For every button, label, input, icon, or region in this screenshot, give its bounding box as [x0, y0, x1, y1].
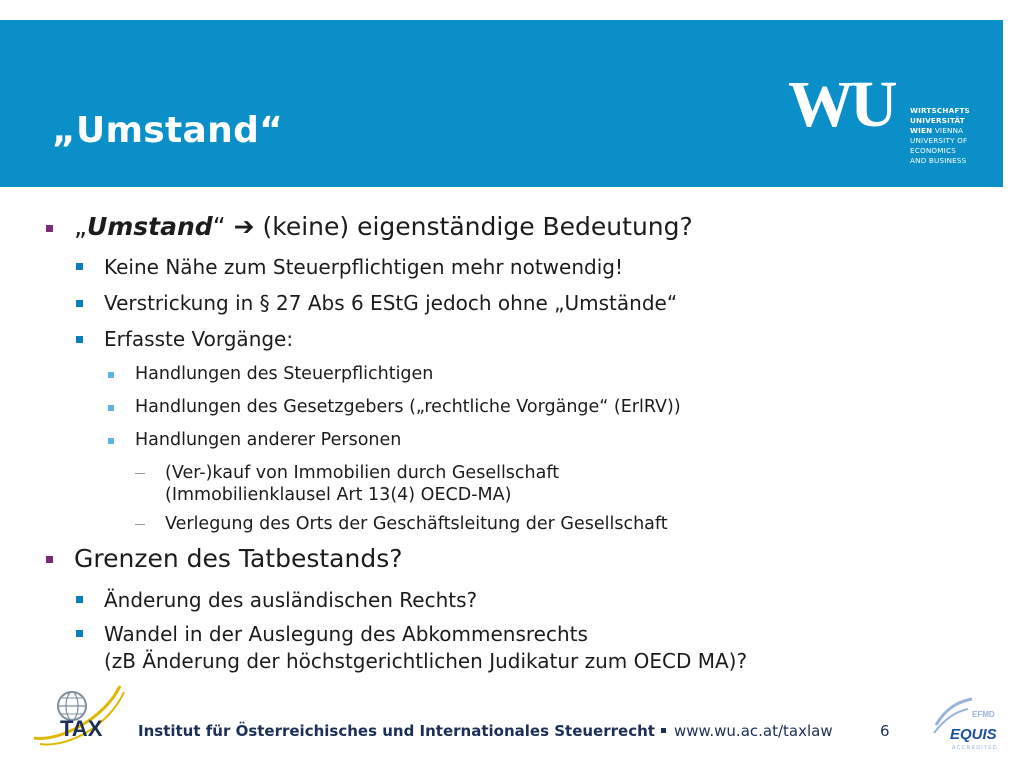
- wu-logo-line-3: WIEN VIENNA: [910, 126, 964, 135]
- page-number: 6: [880, 722, 890, 740]
- bullet-square-icon: [46, 556, 53, 563]
- slide-title: „Umstand“: [52, 110, 284, 151]
- wu-logo-line-6: AND BUSINESS: [910, 156, 967, 165]
- bullet-wandel-auslegung: Wandel in der Auslegung des Abkommensrechts (zB Änderung der höchstgerichtlichen Judikatur zum OECD MA)?: [104, 622, 748, 673]
- wu-logo-line-1: WIRTSCHAFTS: [910, 106, 970, 115]
- arrow-icon: ➔: [233, 212, 255, 241]
- bullet-square-icon: [76, 263, 83, 270]
- bullet-square-icon: [76, 630, 83, 637]
- bullet-verlegung-ort: Verlegung des Orts der Geschäftsleitung der Gesellschaft: [165, 514, 668, 534]
- bullet-naehe: Keine Nähe zum Steuerpflichtigen mehr notwendig!: [104, 255, 623, 279]
- bullet-square-icon: [46, 225, 53, 232]
- footer-line: [138, 722, 833, 740]
- bullet-grenzen: Grenzen des Tatbestands?: [74, 544, 403, 573]
- wu-logo-line-5: ECONOMICS: [910, 146, 956, 155]
- efmd-text: EFMD: [972, 710, 995, 719]
- wu-wordmark: WU: [788, 70, 894, 134]
- bullet-handlungen-andere: Handlungen anderer Personen: [135, 430, 402, 450]
- dash-icon: [135, 473, 145, 474]
- bullet-square-icon: [108, 405, 114, 411]
- bullet-handlungen-steuerpflichtige: Handlungen des Steuerpflichtigen: [135, 364, 434, 384]
- equis-accreditation-logo: [928, 695, 1008, 755]
- bullet-square-icon: [108, 372, 114, 378]
- bullet-square-icon: [108, 438, 114, 444]
- footer-institute: Institut für Österreichisches und Internationales Steuerrecht: [138, 722, 655, 740]
- bullet-square-icon: [76, 596, 83, 603]
- bullet-erfasste-vorgaenge: Erfasste Vorgänge:: [104, 327, 294, 351]
- bullet-handlungen-gesetzgeber: Handlungen des Gesetzgebers („rechtliche Vorgänge“ (ErlRV)): [135, 397, 681, 417]
- bullet-aenderung-recht: Änderung des ausländischen Rechts?: [104, 588, 478, 612]
- wu-logo-line-2: UNIVERSITÄT: [910, 116, 965, 125]
- dash-icon: [135, 524, 145, 525]
- wu-logo-line-4: UNIVERSITY OF: [910, 136, 968, 145]
- equis-text: EQUIS: [950, 726, 997, 743]
- tax-institute-logo: [30, 678, 128, 750]
- bullet-verstrickung: Verstrickung in § 27 Abs 6 EStG jedoch ohne „Umstände“: [104, 291, 678, 315]
- tax-logo-text: TAX: [60, 716, 103, 741]
- bullet-square-icon: [76, 336, 83, 343]
- bullet-umstand: „Umstand“ ➔ (keine) eigenständige Bedeutung?: [74, 212, 693, 241]
- bullet-verkauf-immobilien: (Ver-)kauf von Immobilien durch Gesellschaft (Immobilienklausel Art 13(4) OECD-MA): [165, 463, 560, 505]
- footer-separator-icon: [661, 728, 666, 733]
- accredited-text: ACCREDITED: [952, 745, 998, 751]
- umstand-emphasis: Umstand: [86, 212, 213, 241]
- footer-url-link[interactable]: www.wu.ac.at/taxlaw: [673, 722, 833, 740]
- bullet-square-icon: [76, 300, 83, 307]
